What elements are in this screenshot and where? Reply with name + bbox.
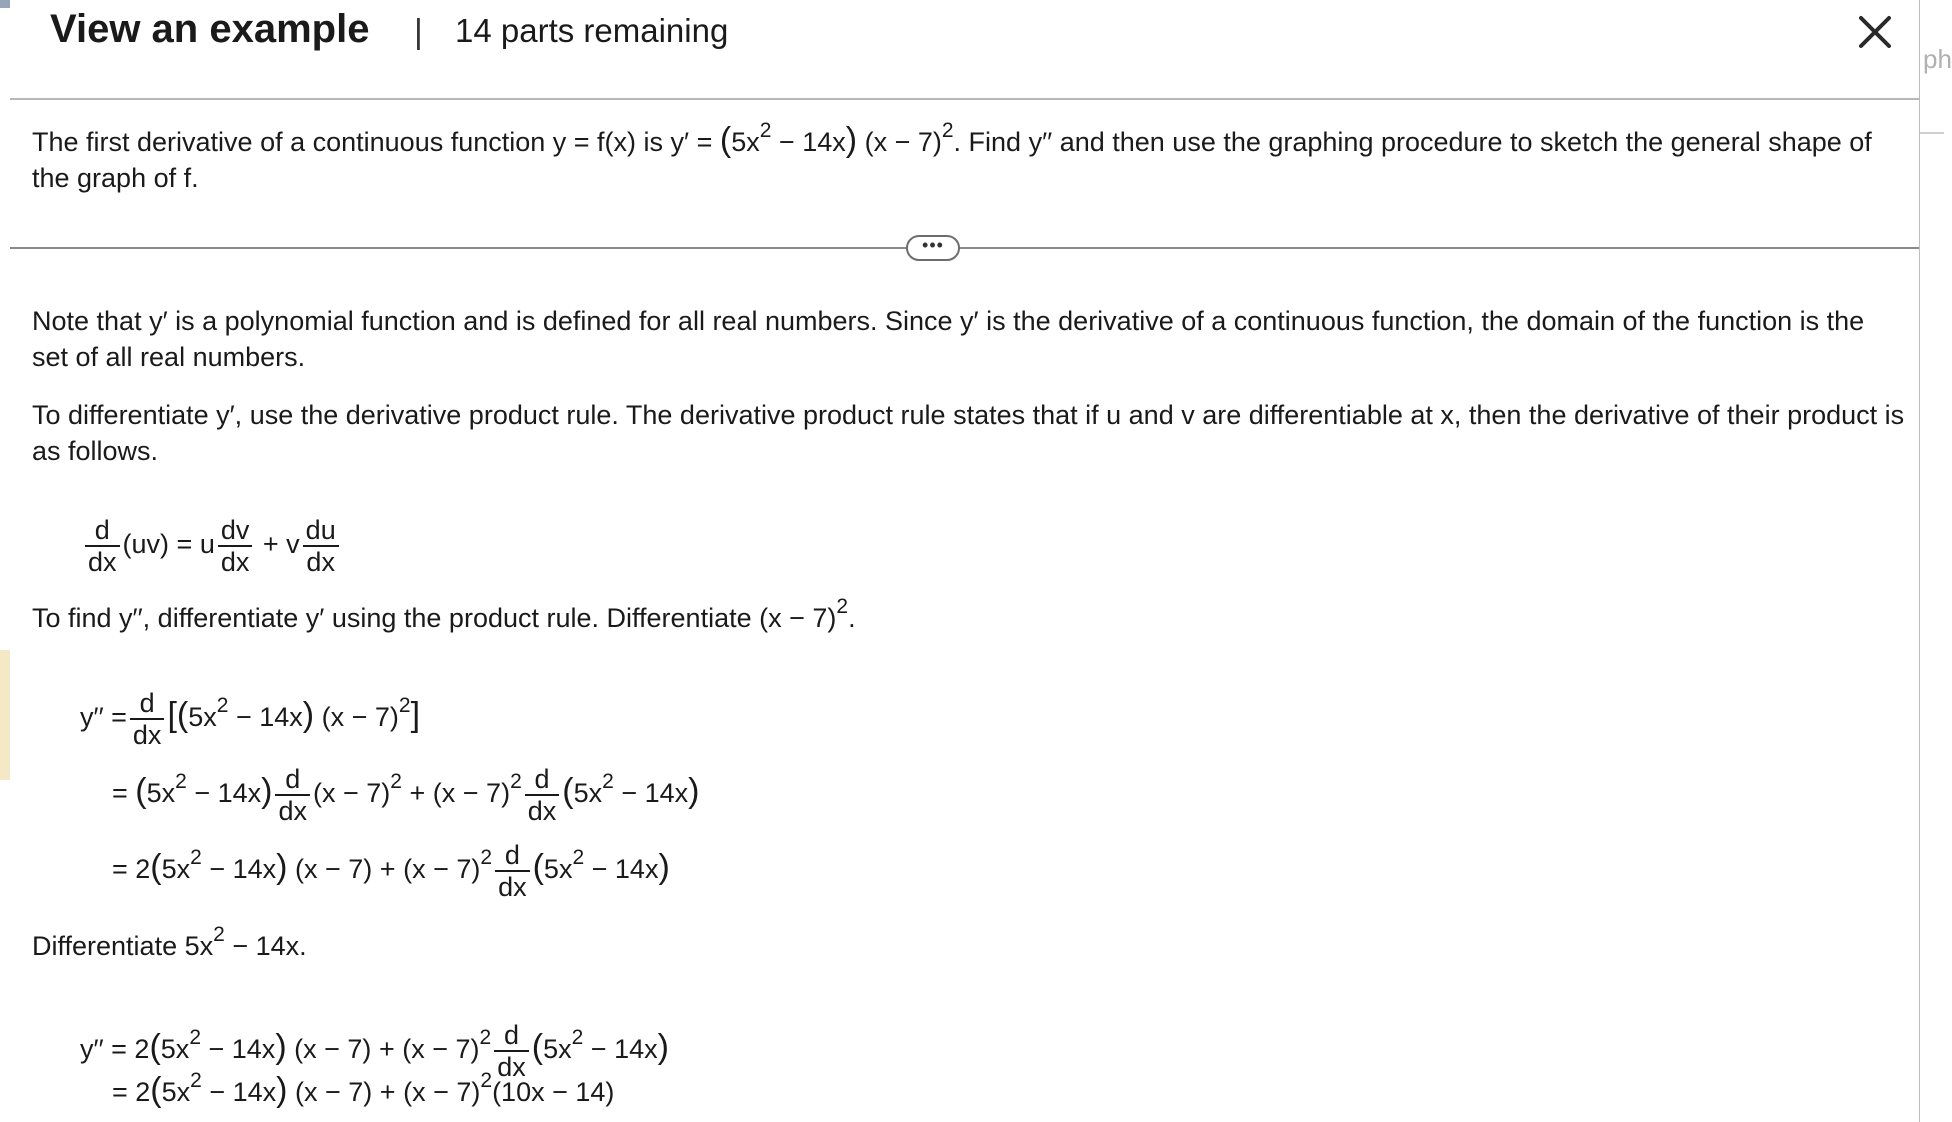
expression-x-minus-7: (x − 7) <box>403 1077 481 1107</box>
d-dx-fraction <box>525 764 560 826</box>
expression-minus-14x: − 14x <box>771 127 846 157</box>
exponent: 2 <box>572 846 585 870</box>
open-paren: ( <box>150 848 162 887</box>
problem-statement <box>32 119 1907 196</box>
plus-v: + v <box>262 529 300 560</box>
close-paren: ) <box>688 772 700 811</box>
expression-five-x: 5x <box>543 854 573 885</box>
dv-dx-fraction <box>218 515 253 577</box>
exponent: 2 <box>941 119 954 142</box>
plus-sign: + <box>409 778 426 809</box>
equals-sign: = <box>112 778 128 809</box>
close-icon[interactable] <box>1855 12 1895 52</box>
expression-x-minus-7: (x − 7) <box>313 778 391 809</box>
expression-minus-14x: − 14x <box>201 1077 277 1107</box>
product-rule-formula <box>82 515 342 577</box>
open-paren: ( <box>149 1028 161 1067</box>
adjacent-panel-edge <box>1920 0 1944 1122</box>
coefficient-two: 2 <box>134 1034 150 1065</box>
find-text: To find y′′, differentiate y′ using the product rule. Differentiate <box>32 603 760 633</box>
close-paren: ) <box>275 1028 287 1067</box>
example-panel <box>10 0 1920 1122</box>
expression-five-x: 5x <box>573 778 603 809</box>
expression-five-x: 5x <box>161 854 191 885</box>
fraction-numerator: du <box>305 515 336 545</box>
fraction-numerator: d <box>285 764 301 794</box>
derivative-result: (10x − 14) <box>492 1077 615 1107</box>
d-dx-fraction <box>275 764 310 826</box>
expression-five-x: 5x <box>161 1077 191 1107</box>
equation-line-3 <box>112 840 670 902</box>
domain-note: Note that y′ is a polynomial function and is defined for all real numbers. Since y′ is the derivative of a continuous function, the domain of the function is the set of all real numbers. <box>32 306 1865 372</box>
differentiate-text: Differentiate <box>32 931 185 961</box>
expression-x-minus-7: (x − 7) <box>295 854 373 885</box>
plus-sign: + <box>379 1077 396 1107</box>
du-dx-fraction <box>303 515 339 577</box>
exponent: 2 <box>216 694 229 718</box>
expression-x-minus-7: (x − 7) <box>294 1034 372 1065</box>
fraction-denominator: dx <box>130 718 165 750</box>
expression-x-minus-7: (x − 7) <box>403 854 481 885</box>
problem-text-start: The first derivative of a continuous function y = f(x) is y′ = <box>32 127 720 157</box>
fraction-denominator: dx <box>275 794 310 826</box>
exponent: 2 <box>189 1026 201 1050</box>
fraction-denominator: dx <box>525 794 560 826</box>
d-dx-fraction <box>495 840 530 902</box>
exponent: 2 <box>175 770 187 794</box>
exponent: 2 <box>398 694 411 718</box>
y-double-prime-label: y′′ = <box>80 1034 127 1065</box>
open-paren: ( <box>719 121 732 159</box>
equation-line-5 <box>112 1069 615 1110</box>
exponent: 2 <box>480 1069 493 1092</box>
close-paren: ) <box>658 848 670 887</box>
open-paren: ( <box>176 696 189 735</box>
fraction-numerator: d <box>94 515 110 545</box>
expression-minus-14x: − 14x <box>201 1034 276 1065</box>
product-rule-intro: To differentiate y′, use the derivative product rule. The derivative product rule states that if u and v are differentiable at x, then the derivative of their product is as follows. <box>32 400 1905 466</box>
fraction-numerator: d <box>504 840 520 870</box>
differentiate-inner-text <box>32 923 1907 964</box>
left-highlight-bar <box>0 650 10 780</box>
fraction-denominator: dx <box>85 545 120 577</box>
expression-five-x: 5x <box>731 127 760 157</box>
adjacent-panel-text: ph <box>1923 44 1952 74</box>
exponent: 2 <box>479 1026 492 1050</box>
d-dx-fraction <box>85 515 120 577</box>
uv-term: (uv) <box>122 529 170 560</box>
expression-minus-14x: − 14x <box>613 778 689 809</box>
close-paren: ) <box>657 1028 669 1067</box>
fraction-numerator: d <box>139 688 155 718</box>
exponent: 2 <box>190 846 202 870</box>
equals-u: = u <box>176 529 215 560</box>
expression-x-minus-7: (x − 7) <box>402 1034 480 1065</box>
plus-sign: + <box>378 1034 395 1065</box>
open-paren: ( <box>532 848 544 887</box>
equals-two: = 2 <box>112 854 151 885</box>
fraction-denominator: dx <box>494 1050 529 1082</box>
find-second-derivative-text <box>32 595 1907 636</box>
y-double-prime-label: y′′ = <box>80 702 127 733</box>
exponent: 2 <box>480 846 493 870</box>
expression-x-minus-7: (x − 7) <box>759 603 837 633</box>
sentence-period: . <box>299 931 307 961</box>
close-paren: ) <box>302 696 315 735</box>
equation-line-2 <box>112 764 699 826</box>
sentence-period: . <box>848 603 856 633</box>
expression-minus-14x: − 14x <box>228 702 303 733</box>
open-bracket: [ <box>167 696 177 735</box>
expression-minus-14x: − 14x <box>583 1034 658 1065</box>
expression-five-x: 5x <box>160 1034 190 1065</box>
exponent: 2 <box>213 923 225 946</box>
exponent: 2 <box>571 1026 584 1050</box>
open-paren: ( <box>150 1071 162 1109</box>
expression-five-x: 5x <box>543 1034 572 1065</box>
exponent: 2 <box>510 770 522 794</box>
open-paren: ( <box>562 772 574 811</box>
panel-title: View an example <box>50 7 370 51</box>
close-paren: ) <box>261 772 273 811</box>
open-paren: ( <box>531 1028 544 1067</box>
expression-five-x: 5x <box>146 778 176 809</box>
fraction-numerator: d <box>534 764 550 794</box>
exponent: 2 <box>836 595 849 618</box>
fraction-numerator: d <box>503 1020 519 1050</box>
plus-sign: + <box>379 854 396 885</box>
close-bracket: ] <box>410 696 421 735</box>
expression-x-minus-7: (x − 7) <box>864 127 942 157</box>
adjacent-panel-divider <box>1920 132 1944 134</box>
panel-header <box>10 0 1919 100</box>
expression-x-minus-7: (x − 7) <box>432 778 511 809</box>
close-paren: ) <box>845 121 858 159</box>
equation-line-1 <box>80 688 420 750</box>
parts-remaining: 14 parts remaining <box>455 12 729 49</box>
fraction-denominator: dx <box>218 545 253 577</box>
exponent: 2 <box>390 770 402 794</box>
expression-minus-14x: − 14x <box>201 854 277 885</box>
exponent: 2 <box>190 1069 202 1092</box>
expression-minus-14x: − 14x <box>584 854 659 885</box>
expression-minus-14x: − 14x <box>224 931 300 961</box>
open-paren: ( <box>135 772 147 811</box>
close-paren: ) <box>276 1071 288 1109</box>
fraction-denominator: dx <box>303 545 339 577</box>
exponent: 2 <box>759 119 772 142</box>
fraction-denominator: dx <box>495 870 530 902</box>
expression-minus-14x: − 14x <box>186 778 262 809</box>
fraction-numerator: dv <box>220 515 250 545</box>
section-separator <box>10 247 1919 249</box>
equals-two: = 2 <box>112 1077 151 1107</box>
show-more-button[interactable]: ••• <box>906 235 960 261</box>
expression-x-minus-7: (x − 7) <box>321 702 399 733</box>
exponent: 2 <box>602 770 614 794</box>
expression-x-minus-7: (x − 7) <box>295 1077 373 1107</box>
close-paren: ) <box>276 848 288 887</box>
expression-five-x: 5x <box>188 702 217 733</box>
problem-text-end: . Find y′′ and then use the graphing procedure to sketch the general shape of the graph of f. <box>32 127 1872 193</box>
expression-five-x: 5x <box>184 931 214 961</box>
title-divider: | <box>414 13 423 51</box>
d-dx-fraction <box>130 688 165 750</box>
